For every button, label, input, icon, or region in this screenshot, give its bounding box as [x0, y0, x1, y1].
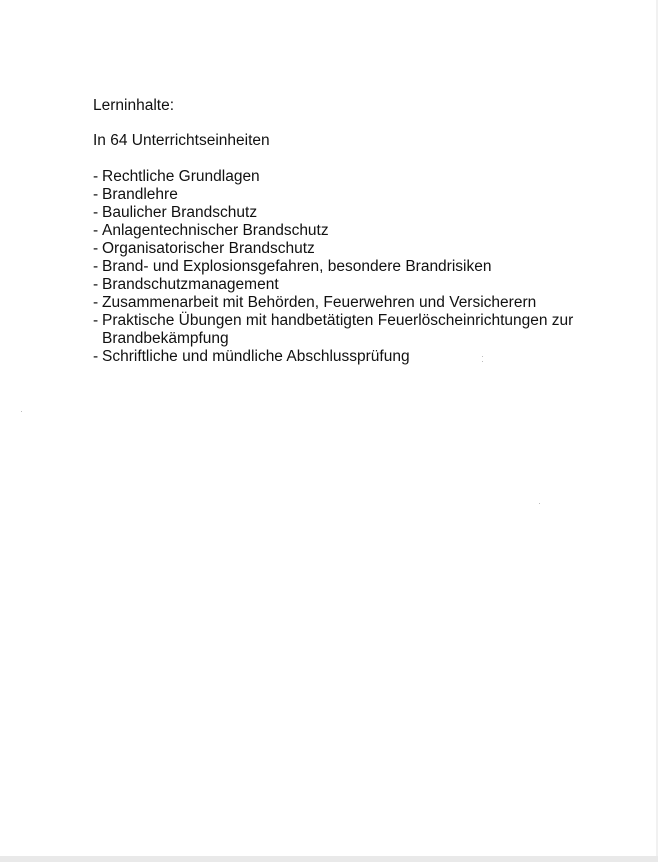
- topic-item: [93, 294, 613, 312]
- topic-text: Praktische Übungen mit handbetätigten Feuerlöscheinrichtungen zur Brandbekämpfung: [102, 312, 574, 347]
- scan-speck: [539, 503, 540, 504]
- bullet-dash: -: [93, 186, 99, 203]
- bullet-dash: -: [93, 168, 99, 185]
- bullet-dash: -: [93, 258, 99, 275]
- scan-speck: [482, 361, 483, 362]
- topic-item: [93, 258, 613, 276]
- bullet-dash: -: [93, 222, 99, 239]
- topic-text: Anlagentechnischer Brandschutz: [102, 222, 329, 239]
- bullet-dash: -: [93, 240, 99, 257]
- lesson-units-line: In 64 Unterrichtseinheiten: [93, 132, 270, 149]
- topic-text: Brandschutzmanagement: [102, 276, 279, 293]
- page-bottom-strip: [0, 856, 658, 862]
- scan-speck: [482, 356, 483, 357]
- topic-text: Brand- und Explosionsgefahren, besondere Brandrisiken: [102, 258, 492, 275]
- bullet-dash: -: [93, 312, 99, 329]
- topic-item: [93, 276, 613, 294]
- topic-item: [93, 186, 613, 204]
- bullet-dash: -: [93, 276, 99, 293]
- topic-text: Organisatorischer Brandschutz: [102, 240, 315, 257]
- topic-text: Schriftliche und mündliche Abschlussprüfung: [102, 348, 410, 365]
- bullet-dash: -: [93, 204, 99, 221]
- scan-speck: [21, 411, 22, 412]
- topic-text: Baulicher Brandschutz: [102, 204, 258, 221]
- topic-text: Zusammenarbeit mit Behörden, Feuerwehren und Versicherern: [102, 294, 537, 311]
- bullet-dash: -: [93, 294, 99, 311]
- topic-item: [93, 348, 613, 366]
- topic-item: [93, 312, 613, 348]
- topic-item: [93, 240, 613, 258]
- bullet-dash: -: [93, 348, 99, 365]
- topic-text: Brandlehre: [102, 186, 178, 203]
- document-heading: Lerninhalte:: [93, 97, 175, 114]
- topic-item: [93, 204, 613, 222]
- topic-list: [93, 168, 613, 366]
- topic-text: Rechtliche Grundlagen: [102, 168, 260, 185]
- document-text-block: [93, 97, 613, 366]
- topic-item: [93, 222, 613, 240]
- topic-item: [93, 168, 613, 186]
